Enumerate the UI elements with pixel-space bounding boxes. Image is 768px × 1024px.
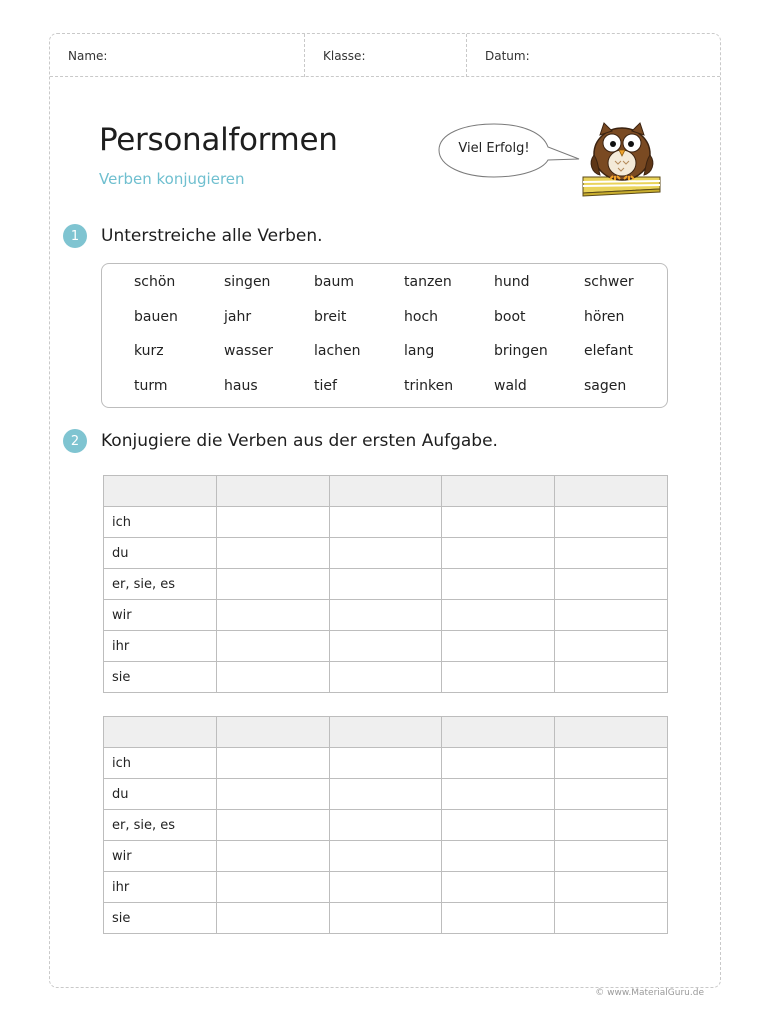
header-row xyxy=(50,34,720,77)
answer-cell[interactable] xyxy=(442,903,555,934)
table-row xyxy=(104,662,668,693)
word-item[interactable]: tanzen xyxy=(404,274,452,290)
name-label: Name: xyxy=(68,48,108,63)
word-item[interactable]: bringen xyxy=(494,343,548,359)
word-item[interactable]: baum xyxy=(314,274,354,290)
answer-cell[interactable] xyxy=(216,748,329,779)
answer-cell[interactable] xyxy=(216,507,329,538)
verb-header-cell[interactable] xyxy=(442,717,555,748)
answer-cell[interactable] xyxy=(442,600,555,631)
pronoun-cell: sie xyxy=(104,903,217,934)
answer-cell[interactable] xyxy=(555,569,668,600)
pronoun-cell: du xyxy=(104,779,217,810)
pronoun-cell: wir xyxy=(104,841,217,872)
verb-header-cell[interactable] xyxy=(329,717,442,748)
date-label: Datum: xyxy=(485,48,530,63)
answer-cell[interactable] xyxy=(216,810,329,841)
answer-cell[interactable] xyxy=(555,903,668,934)
word-item[interactable]: hoch xyxy=(404,309,439,325)
footer-copyright: © www.MaterialGuru.de xyxy=(595,988,704,998)
speech-bubble xyxy=(437,122,551,178)
table-row xyxy=(104,600,668,631)
table-row xyxy=(104,872,668,903)
date-field[interactable] xyxy=(467,34,720,77)
conjugation-table-2 xyxy=(103,716,668,934)
word-item[interactable]: hund xyxy=(494,274,530,290)
answer-cell[interactable] xyxy=(216,841,329,872)
pronoun-cell: ich xyxy=(104,507,217,538)
answer-cell[interactable] xyxy=(216,600,329,631)
pronoun-cell: ihr xyxy=(104,872,217,903)
pronoun-cell: ich xyxy=(104,748,217,779)
answer-cell[interactable] xyxy=(329,841,442,872)
pronoun-cell: er, sie, es xyxy=(104,810,217,841)
task-2-number: 2 xyxy=(63,429,87,453)
word-item[interactable]: lachen xyxy=(314,343,361,359)
answer-cell[interactable] xyxy=(555,841,668,872)
answer-cell[interactable] xyxy=(555,779,668,810)
answer-cell[interactable] xyxy=(555,872,668,903)
answer-cell[interactable] xyxy=(216,779,329,810)
word-item[interactable]: wasser xyxy=(224,343,273,359)
answer-cell[interactable] xyxy=(329,631,442,662)
answer-cell[interactable] xyxy=(442,662,555,693)
table-header-row xyxy=(104,476,668,507)
word-item[interactable]: jahr xyxy=(224,309,252,325)
table-row xyxy=(104,631,668,662)
verb-header-cell[interactable] xyxy=(555,717,668,748)
answer-cell[interactable] xyxy=(442,779,555,810)
word-item[interactable]: haus xyxy=(224,378,258,394)
page-title: Personalformen xyxy=(99,122,338,158)
word-item[interactable]: wald xyxy=(494,378,527,394)
word-item[interactable]: trinken xyxy=(404,378,454,394)
answer-cell[interactable] xyxy=(442,507,555,538)
answer-cell[interactable] xyxy=(216,569,329,600)
answer-cell[interactable] xyxy=(216,538,329,569)
answer-cell[interactable] xyxy=(329,748,442,779)
answer-cell[interactable] xyxy=(216,662,329,693)
pronoun-cell: er, sie, es xyxy=(104,569,217,600)
word-item[interactable]: lang xyxy=(404,343,435,359)
pronoun-cell: sie xyxy=(104,662,217,693)
word-item[interactable]: hören xyxy=(584,309,625,325)
answer-cell[interactable] xyxy=(329,538,442,569)
verb-header-cell[interactable] xyxy=(104,476,217,507)
verb-header-cell[interactable] xyxy=(329,476,442,507)
word-item[interactable]: sagen xyxy=(584,378,627,394)
conjugation-table-1 xyxy=(103,475,668,693)
verb-header-cell[interactable] xyxy=(216,717,329,748)
answer-cell[interactable] xyxy=(555,662,668,693)
word-item[interactable]: breit xyxy=(314,309,347,325)
verb-header-cell[interactable] xyxy=(216,476,329,507)
word-item[interactable]: kurz xyxy=(134,343,164,359)
verb-header-cell[interactable] xyxy=(442,476,555,507)
task-2-instruction: Konjugiere die Verben aus der ersten Aufgabe. xyxy=(101,431,498,451)
table-row xyxy=(104,810,668,841)
answer-cell[interactable] xyxy=(216,631,329,662)
answer-cell[interactable] xyxy=(329,872,442,903)
answer-cell[interactable] xyxy=(329,810,442,841)
answer-cell[interactable] xyxy=(329,662,442,693)
table-row xyxy=(104,841,668,872)
answer-cell[interactable] xyxy=(329,779,442,810)
word-item[interactable]: turm xyxy=(134,378,168,394)
word-item[interactable]: schön xyxy=(134,274,176,290)
answer-cell[interactable] xyxy=(329,600,442,631)
table-row xyxy=(104,538,668,569)
answer-cell[interactable] xyxy=(216,903,329,934)
answer-cell[interactable] xyxy=(442,841,555,872)
word-item[interactable]: schwer xyxy=(584,274,634,290)
answer-cell[interactable] xyxy=(329,903,442,934)
word-box xyxy=(101,263,668,408)
owl-on-book-icon xyxy=(580,119,664,197)
answer-cell[interactable] xyxy=(442,748,555,779)
answer-cell[interactable] xyxy=(555,810,668,841)
speech-bubble-text: Viel Erfolg! xyxy=(458,141,530,156)
word-item[interactable]: boot xyxy=(494,309,526,325)
verb-header-cell[interactable] xyxy=(555,476,668,507)
pronoun-cell: ihr xyxy=(104,631,217,662)
answer-cell[interactable] xyxy=(555,538,668,569)
class-field[interactable] xyxy=(305,34,467,77)
task-2 xyxy=(63,429,498,453)
answer-cell[interactable] xyxy=(329,569,442,600)
table-row xyxy=(104,748,668,779)
answer-cell[interactable] xyxy=(216,872,329,903)
task-1-instruction: Unterstreiche alle Verben. xyxy=(101,226,323,246)
table-row xyxy=(104,779,668,810)
answer-cell[interactable] xyxy=(442,872,555,903)
task-1-number: 1 xyxy=(63,224,87,248)
answer-cell[interactable] xyxy=(555,748,668,779)
table-row xyxy=(104,507,668,538)
word-item[interactable]: singen xyxy=(224,274,271,290)
table-header-row xyxy=(104,717,668,748)
verb-header-cell[interactable] xyxy=(104,717,217,748)
word-item[interactable]: tief xyxy=(314,378,337,394)
name-field[interactable] xyxy=(50,34,305,77)
word-item[interactable]: elefant xyxy=(584,343,633,359)
pronoun-cell: wir xyxy=(104,600,217,631)
answer-cell[interactable] xyxy=(555,600,668,631)
page-subtitle: Verben konjugieren xyxy=(99,170,245,188)
answer-cell[interactable] xyxy=(442,569,555,600)
word-item[interactable]: bauen xyxy=(134,309,178,325)
pronoun-cell: du xyxy=(104,538,217,569)
answer-cell[interactable] xyxy=(329,507,442,538)
answer-cell[interactable] xyxy=(555,631,668,662)
answer-cell[interactable] xyxy=(442,538,555,569)
table-row xyxy=(104,569,668,600)
answer-cell[interactable] xyxy=(442,810,555,841)
task-1 xyxy=(63,224,323,248)
class-label: Klasse: xyxy=(323,48,366,63)
answer-cell[interactable] xyxy=(442,631,555,662)
table-row xyxy=(104,903,668,934)
answer-cell[interactable] xyxy=(555,507,668,538)
